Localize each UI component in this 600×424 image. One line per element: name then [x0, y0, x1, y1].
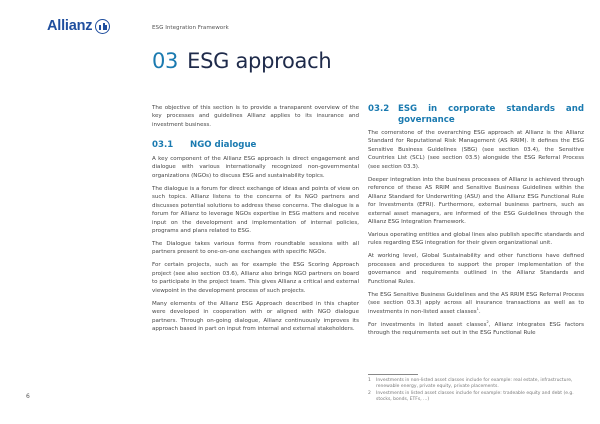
allianz-logo [47, 18, 110, 34]
paragraph: Deeper integration into the business processes of Allianz is achieved through reference of these AS RRIM and Sensitive Business Guidelines within the Allianz Standard for Underwriting (ASU) and the Allianz ESG Functional Rule for Investments (EFRI). Furthermore, external business partners, such as external asset managers, are informed of the ESG Guidelines through the Allianz ESG Integration Framework. [368, 176, 584, 226]
left-column [152, 104, 359, 338]
footnotes [368, 374, 584, 404]
section-number: 03.1 [152, 140, 174, 151]
paragraph: Various operating entities and global lines also publish specific standards and rules regarding ESG integration for their given organizational unit. [368, 231, 584, 247]
paragraph: The dialogue is a forum for direct exchange of ideas and points of view on such topics. Allianz listens to the concerns of its NGO partners and discusses potential solutions to address these concerns. The dialogue is a forum for Allianz to leverage NGOs expertise in ESG matters and receive input on the development and implementation of internal policies, programs and plans related to ESG. [152, 185, 359, 234]
intro-paragraph: The objective of this section is to provide a transparent overview of the key processes and guidelines Allianz applies to its insurance and investment business. [152, 105, 359, 128]
section-title: NGO dialogue [190, 140, 257, 151]
footnote-text: Investments in non-listed asset classes include for example: real estate, infrastructure, renewable energy, private equity, private placements. [376, 377, 573, 390]
paragraph-text: . [478, 308, 481, 315]
page-number: 6 [26, 393, 30, 400]
paragraph: Many elements of the Allianz ESG Approach described in this chapter were developed in cooperation with or aligned with NGO dialogue partners. Through on-going dialogue, Allianz continuously improves its approach based in part on input from internal and external stakeholders. [152, 300, 359, 333]
page-title [152, 49, 331, 73]
chapter-title: ESG approach [187, 49, 332, 73]
paragraph-text: For investments in listed asset classes [368, 321, 487, 328]
paragraph-text: The ESG Sensitive Business Guidelines and the AS RRIM ESG Referral Process (see section 03.3) apply across all insurance transactions as well as to investments in non-listed asset classes [368, 291, 584, 315]
section-title: ESG in corporate standards and governance [398, 104, 584, 125]
paragraph: The Dialogue takes various forms from roundtable sessions with all partners present to one-on-one exchanges with specific NGOs. [152, 240, 359, 256]
paragraph-sbg [368, 291, 584, 316]
footnote-ref[interactable]: 1 [476, 306, 479, 311]
footnote-number: 1 [368, 377, 371, 383]
section-heading-ngo-dialogue [152, 140, 359, 151]
footnote-ref[interactable]: 2 [486, 319, 489, 324]
section-heading-corporate-standards [368, 104, 584, 125]
paragraph: The cornerstone of the overarching ESG approach at Allianz is the Allianz Standard for Reputational Risk Management (AS RRIM). It defines the ESG Sensitive Business Guidelines (SBG) (see section 03.4), the Sensitive Countries List (SCL) (see section 03.5) alongside the ESG Referral Process (see section 03.3). [368, 130, 584, 170]
chapter-number: 03 [152, 49, 179, 73]
right-column [368, 104, 584, 342]
footnote [368, 391, 584, 404]
paragraph-listed [368, 321, 584, 338]
footnote-text: Investments in listed asset classes include for example: tradeable equity and debt (e.g. stocks, bonds, ETFs, ...) [376, 390, 574, 403]
paragraph: A key component of the Allianz ESG approach is direct engagement and dialogue with various internationally recognized non-governmental organizations (NGOs) to discuss ESG and sustainability topics. [152, 155, 359, 179]
document-label: ESG Integration Framework [152, 25, 229, 31]
paragraph-text: , Allianz integrates ESG factors through the requirements set out in the ESG Functional Rule [368, 321, 584, 337]
logo-text: Allianz [47, 18, 93, 34]
footnote [368, 378, 584, 391]
paragraph: For certain projects, such as for example the ESG Scoring Approach project (see also section 03.6), Allianz also brings NGO partners on board to participate in the project team. This gives Allianz a critical and external viewpoint in the development process of such projects. [152, 262, 359, 294]
footnote-number: 2 [368, 390, 371, 396]
allianz-eagle-icon [95, 19, 110, 34]
paragraph: At working level, Global Sustainability and other functions have defined processes and procedures to support the proper implementation of the governance and requirements outlined in the Allianz Standards and Functional Rules. [368, 253, 584, 285]
footnote-divider [368, 374, 418, 375]
section-number: 03.2 [368, 104, 390, 114]
